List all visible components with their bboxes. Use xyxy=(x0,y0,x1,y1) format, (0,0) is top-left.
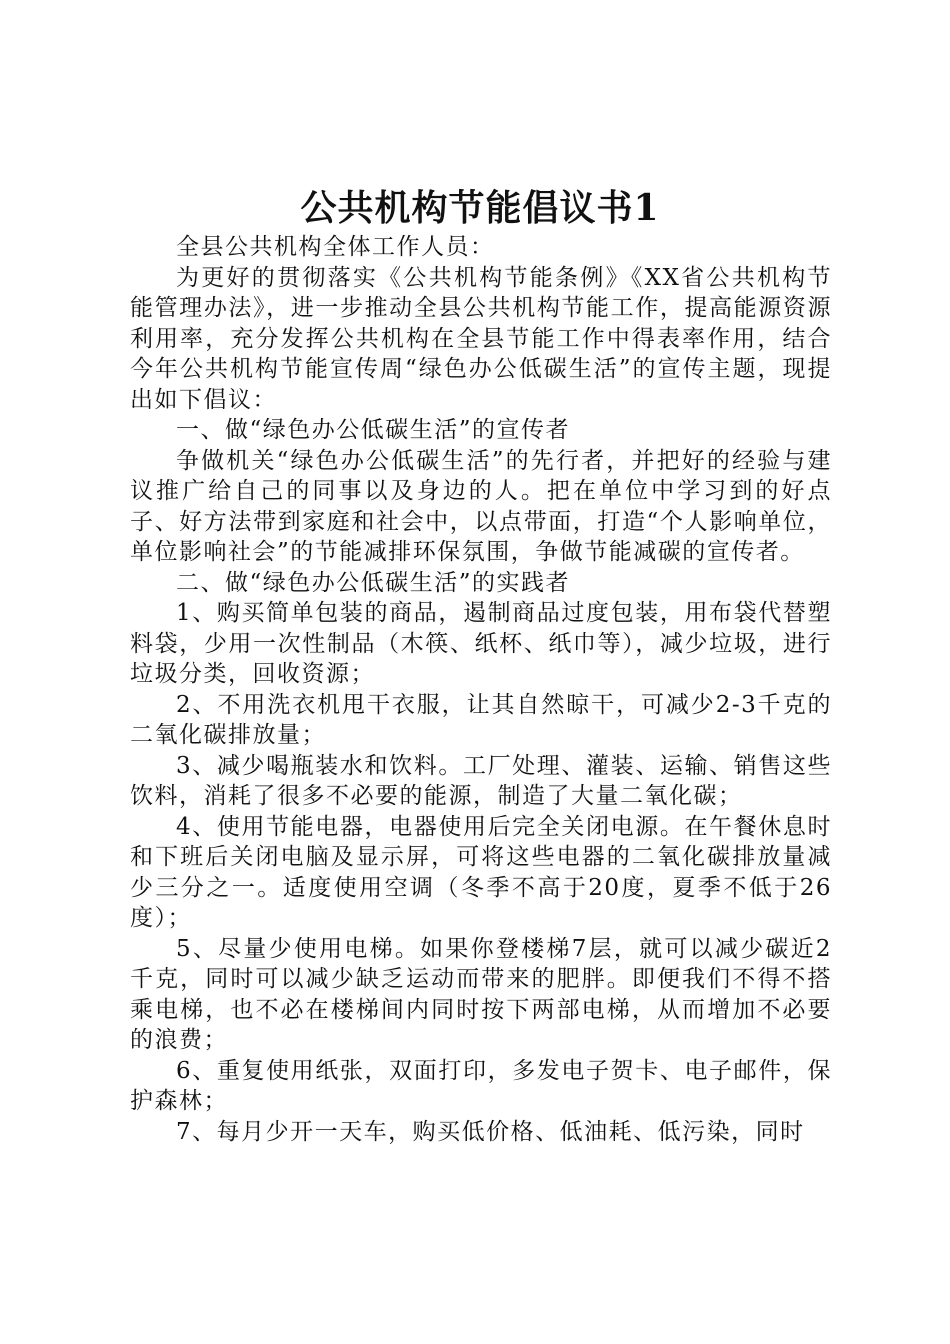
section-heading-1: 一、做“绿色办公低碳生活”的宣传者 xyxy=(176,417,571,443)
list-item-2: 2、不用洗衣机甩干衣服，让其自然晾干，可减少2-3千克的二氧化碳排放量； xyxy=(130,691,832,748)
list-item-7: 7、每月少开一天车，购买低价格、低油耗、低污染，同时 xyxy=(176,1118,805,1145)
document-body xyxy=(130,232,832,1147)
list-item-1: 1、购买简单包装的商品，遏制商品过度包装，用布袋代替塑料袋，少用一次性制品（木筷、纸杯、纸巾等），减少垃圾，进行垃圾分类，回收资源； xyxy=(130,600,832,687)
salutation-paragraph: 全县公共机构全体工作人员： xyxy=(176,234,495,260)
list-item-6: 6、重复使用纸张，双面打印，多发电子贺卡、电子邮件，保护森林； xyxy=(130,1057,832,1114)
list-item-5: 5、尽量少使用电梯。如果你登楼梯7层，就可以减少碳近2千克，同时可以减少缺乏运动而带来的肥胖。即便我们不得不搭乘电梯，也不必在楼梯间内同时按下两部电梯，从而增加不必要的浪费； xyxy=(130,935,832,1053)
section-heading-2: 二、做“绿色办公低碳生活”的实践者 xyxy=(176,569,571,596)
intro-paragraph: 为更好的贯彻落实《公共机构节能条例》《XX省公共机构节能管理办法》，进一步推动全县公共机构节能工作，提高能源资源利用率，充分发挥公共机构在全县节能工作中得表率作用，结合今年公共机构节能宣传周“绿色办公低碳生活”的宣传主题，现提出如下倡议： xyxy=(130,264,832,413)
section-1-paragraph: 争做机关“绿色办公低碳生活”的先行者，并把好的经验与建议推广给自己的同事以及身边的人。把在单位中学习到的好点子、好方法带到家庭和社会中，以点带面，打造“个人影响单位，单位影响社会”的节能减排环保氛围，争做节能减碳的宣传者。 xyxy=(130,447,832,565)
list-item-3: 3、减少喝瓶装水和饮料。工厂处理、灌装、运输、销售这些饮料，消耗了很多不必要的能源，制造了大量二氧化碳； xyxy=(130,752,832,809)
list-item-4: 4、使用节能电器，电器使用后完全关闭电源。在午餐休息时和下班后关闭电脑及显示屏，可将这些电器的二氧化碳排放量减少三分之一。适度使用空调（冬季不高于20度，夏季不低于26度）； xyxy=(130,813,832,931)
document-title: 公共机构节能倡议书1 xyxy=(300,187,660,229)
